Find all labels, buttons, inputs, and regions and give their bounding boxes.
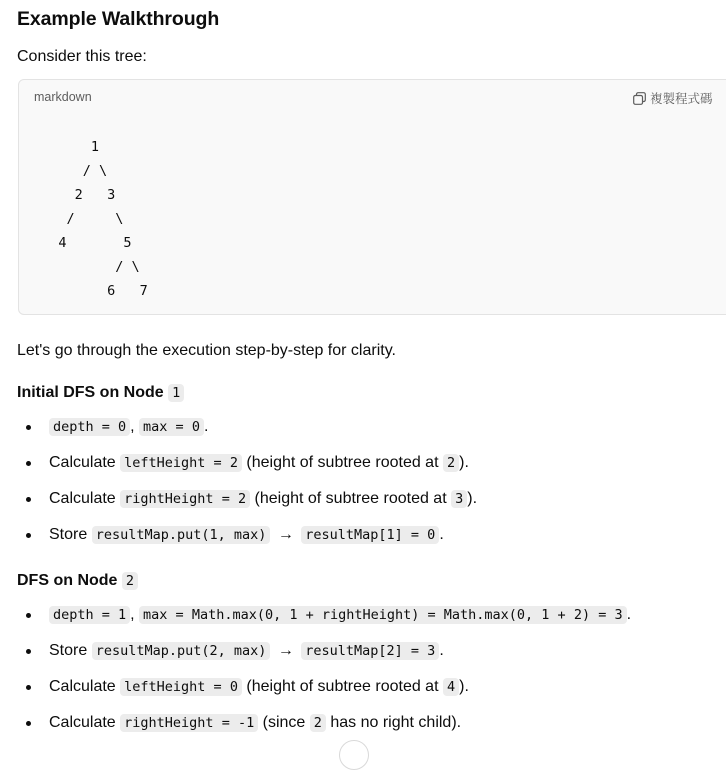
inline-code: resultMap.put(1, max) [92,526,271,544]
inline-code: 3 [451,490,467,508]
copy-icon [633,92,646,105]
text: , [130,606,140,623]
intro-text: Consider this tree: [17,48,147,65]
text: has no right child). [325,714,462,731]
inline-code: max = Math.max(0, 1 + rightHeight) = Math.max(0, 1 + 2) = 3 [139,606,627,624]
bullet-dot [26,721,31,726]
text: , [130,418,140,435]
bullet-dot [26,425,31,430]
text: (height of subtree rooted at [250,490,452,507]
text: . [439,642,444,659]
inline-code: max = 0 [139,418,204,436]
text: Calculate [49,490,121,507]
copy-code-button[interactable] [633,89,713,107]
inline-code: resultMap[2] = 3 [301,642,439,660]
text: ). [467,490,478,507]
bullet-dot [26,461,31,466]
section-heading [17,382,184,404]
text: (height of subtree rooted at [241,454,443,471]
bullet-dot [26,649,31,654]
text: . [203,418,209,435]
text: ). [459,454,469,471]
node-code: 1 [168,384,184,402]
step-intro-text: Let's go through the execution step-by-step for clarity. [17,342,396,359]
inline-code: 2 [310,714,326,732]
inline-code: 4 [443,678,459,696]
section-heading-text: Initial DFS on Node [17,384,164,401]
text: ). [459,678,469,695]
section-heading [17,570,138,592]
text: (height of subtree rooted at [241,678,443,695]
bullet-dot [26,533,31,538]
text: (since [258,714,310,731]
text: Calculate [49,678,121,695]
inline-code: depth = 0 [49,418,130,436]
inline-code: 2 [443,454,459,472]
arrow-text: → [273,526,299,543]
arrow-text: → [273,642,299,659]
bullet-dot [26,497,31,502]
node-code: 2 [122,572,138,590]
section-title: Example Walkthrough [17,8,220,30]
text: . [626,606,632,623]
text: Store [49,642,92,659]
inline-code: rightHeight = 2 [120,490,250,508]
text: . [439,526,444,543]
text: Calculate [49,714,121,731]
text: Store [49,526,92,543]
bullet-dot [26,613,31,618]
inline-code: resultMap[1] = 0 [301,526,439,544]
scroll-to-bottom-button[interactable] [339,740,369,770]
section-heading-text: DFS on Node [17,572,118,589]
inline-code: rightHeight = -1 [120,714,258,732]
code-language-label: markdown [34,90,92,104]
code-block [18,79,726,315]
code-content: 1 / \ 2 3 / \ 4 5 / \ 6 7 [58,139,148,299]
inline-code: leftHeight = 0 [120,678,242,696]
copy-code-label: 複製程式碼 [650,92,713,106]
inline-code: depth = 1 [49,606,130,624]
inline-code: leftHeight = 2 [120,454,242,472]
bullet-dot [26,685,31,690]
inline-code: resultMap.put(2, max) [92,642,271,660]
text: Calculate [49,454,121,471]
